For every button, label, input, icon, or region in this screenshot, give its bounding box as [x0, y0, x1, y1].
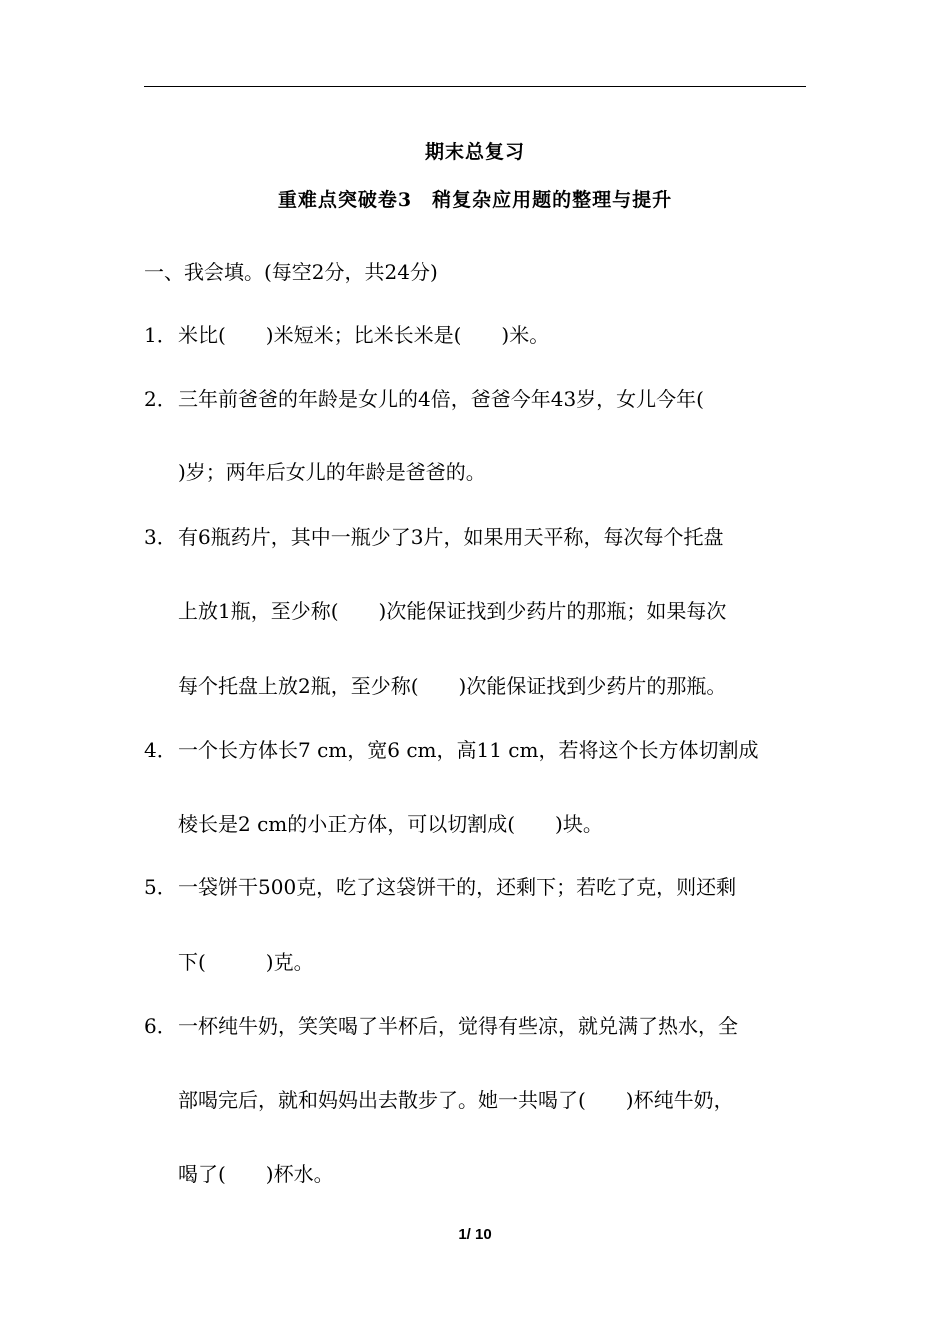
question-3-continuation: 上放1瓶，至少称( )次能保证找到少药片的那瓶；如果每次: [178, 599, 727, 623]
question-number: 6．: [144, 1014, 177, 1038]
page-title: 期末总复习: [424, 141, 525, 163]
question-number: 2．: [144, 387, 177, 411]
header-rule: [144, 86, 806, 87]
question-6-continuation: 喝了( )杯水。: [178, 1162, 334, 1186]
question-1: [144, 321, 549, 349]
question-number: 5．: [144, 875, 177, 899]
section-heading: 一、我会填。(每空2分，共24分): [144, 260, 438, 284]
question-text: 三年前爸爸的年龄是女儿的4倍，爸爸今年43岁，女儿今年(: [178, 387, 704, 411]
question-number: 4．: [144, 738, 177, 762]
question-4-continuation: 棱长是2 cm的小正方体，可以切割成( )块。: [178, 812, 603, 836]
question-text: 一袋饼干500克，吃了这袋饼干的，还剩下；若吃了克，则还剩: [178, 875, 737, 899]
page-subtitle: 重难点突破卷3 稍复杂应用题的整理与提升: [277, 189, 673, 211]
question-3: [144, 523, 723, 551]
question-number: 3．: [144, 525, 177, 549]
question-5: [144, 873, 736, 901]
question-4: [144, 736, 758, 764]
question-text: 一杯纯牛奶，笑笑喝了半杯后，觉得有些凉，就兑满了热水，全: [178, 1014, 738, 1038]
question-text: 米比( )米短米；比米长米是( )米。: [178, 323, 550, 347]
question-2-continuation: )岁；两年后女儿的年龄是爸爸的。: [178, 460, 486, 484]
question-number: 1．: [144, 323, 177, 347]
question-6-continuation: 部喝完后，就和妈妈出去散步了。她一共喝了( )杯纯牛奶，: [178, 1088, 734, 1112]
question-text: 有6瓶药片，其中一瓶少了3片，如果用天平称，每次每个托盘: [178, 525, 724, 549]
question-5-continuation: 下( )克。: [178, 950, 314, 974]
page-number: 1/ 10: [458, 1226, 492, 1243]
question-6: [144, 1012, 738, 1040]
question-text: 一个长方体长7 cm，宽6 cm，高11 cm，若将这个长方体切割成: [178, 738, 759, 762]
question-3-continuation: 每个托盘上放2瓶，至少称( )次能保证找到少药片的那瓶。: [178, 674, 727, 698]
question-2: [144, 385, 704, 413]
